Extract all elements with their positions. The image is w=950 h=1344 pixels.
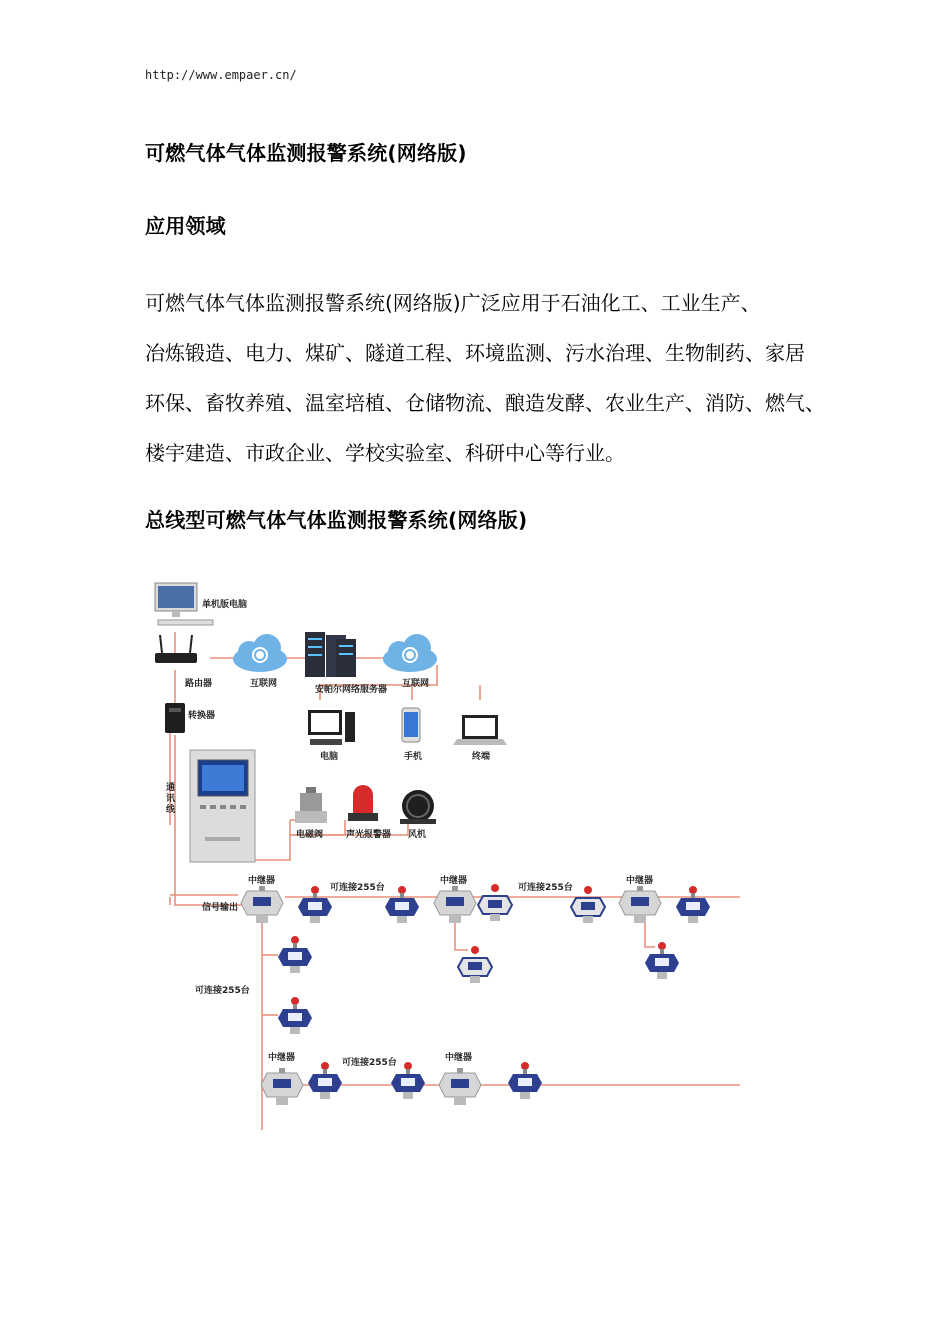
fan-icon bbox=[400, 790, 436, 824]
detector-icon bbox=[385, 886, 419, 923]
paragraph-line: 可燃气体气体监测报警系统(网络版)广泛应用于石油化工、工业生产、 bbox=[145, 291, 761, 315]
page-url: http://www.empaer.cn/ bbox=[145, 68, 297, 82]
repeater-icon bbox=[261, 1068, 303, 1105]
connect-count-label: 可连接255台 bbox=[195, 986, 250, 996]
phone-icon bbox=[402, 708, 420, 742]
fan-label: 风机 bbox=[408, 830, 427, 840]
valve-icon bbox=[295, 787, 327, 823]
detector-icon bbox=[278, 936, 312, 973]
terminal-label: 终端 bbox=[472, 752, 491, 762]
comm-line-label bbox=[166, 781, 176, 815]
laptop-icon bbox=[453, 715, 507, 745]
converter-icon bbox=[165, 703, 185, 733]
repeater-label: 中继器 bbox=[445, 1053, 473, 1063]
cloud-icon bbox=[233, 634, 287, 672]
server-label: 安帕尔网络服务器 bbox=[315, 685, 388, 695]
repeater-icon bbox=[241, 886, 283, 923]
router-icon bbox=[155, 635, 197, 663]
paragraph-line: 冶炼锻造、电力、煤矿、隧道工程、环境监测、污水治理、生物制药、家居 bbox=[145, 341, 805, 365]
repeater-label: 中继器 bbox=[440, 876, 468, 886]
valve-label: 电磁阀 bbox=[296, 830, 324, 840]
converter-label: 转换器 bbox=[188, 711, 216, 721]
detector-icon bbox=[458, 946, 492, 983]
detector-icon bbox=[298, 886, 332, 923]
cloud-icon bbox=[383, 634, 437, 672]
controller-cabinet bbox=[190, 750, 255, 862]
paragraph-line: 环保、畜牧养殖、温室培植、仓储物流、酿造发酵、农业生产、消防、燃气、 bbox=[145, 391, 825, 415]
connect-count-label: 可连接255台 bbox=[330, 883, 385, 893]
signal-output-label: 信号输出 bbox=[202, 903, 239, 913]
paragraph-line: 楼宇建造、市政企业、学校实验室、科研中心等行业。 bbox=[145, 441, 625, 465]
detector-icon bbox=[478, 884, 512, 921]
computer-icon bbox=[308, 710, 355, 745]
internet-label-1: 互联网 bbox=[250, 679, 278, 689]
document-title: 可燃气体气体监测报警系统(网络版) bbox=[145, 141, 467, 165]
svg-text:通: 通 bbox=[166, 783, 176, 793]
router-label: 路由器 bbox=[185, 679, 213, 689]
connect-count-label: 可连接255台 bbox=[342, 1058, 397, 1068]
detector-icon bbox=[676, 886, 710, 923]
repeater-label: 中继器 bbox=[268, 1053, 296, 1063]
alarm-icon bbox=[348, 785, 378, 821]
detector-icon bbox=[278, 997, 312, 1034]
system-diagram bbox=[150, 575, 750, 1130]
svg-text:讯: 讯 bbox=[166, 794, 176, 804]
repeater-label: 中继器 bbox=[626, 876, 654, 886]
alarm-label: 声光报警器 bbox=[346, 830, 392, 840]
section-heading-bus-system: 总线型可燃气体气体监测报警系统(网络版) bbox=[145, 508, 528, 532]
repeater-label: 中继器 bbox=[248, 876, 276, 886]
application-paragraph bbox=[145, 278, 845, 478]
detector-icon bbox=[508, 1062, 542, 1099]
server-icon bbox=[305, 632, 356, 677]
detector-icon bbox=[571, 886, 605, 923]
section-heading-application: 应用领域 bbox=[145, 214, 226, 238]
pc-label: 单机版电脑 bbox=[202, 600, 248, 610]
computer-label: 电脑 bbox=[320, 752, 339, 762]
connect-count-label: 可连接255台 bbox=[518, 883, 573, 893]
repeater-icon bbox=[434, 886, 476, 923]
svg-text:线: 线 bbox=[166, 805, 176, 815]
repeater-icon bbox=[619, 886, 661, 923]
internet-label-2: 互联网 bbox=[402, 679, 430, 689]
detector-icon bbox=[308, 1062, 342, 1099]
repeater-icon bbox=[439, 1068, 481, 1105]
phone-label: 手机 bbox=[404, 752, 423, 762]
